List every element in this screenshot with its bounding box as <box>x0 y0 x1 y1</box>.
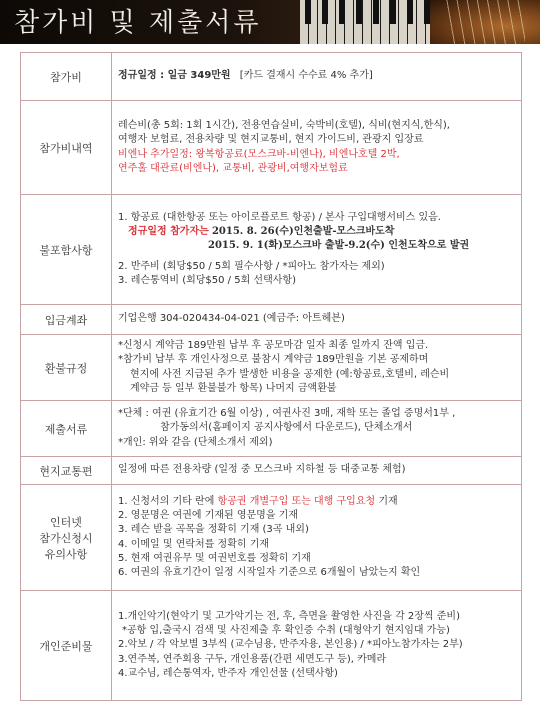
fee-details-line: 여행자 보험료, 전용차량 및 현지교통비, 현지 가이드비, 관광지 입장료 <box>118 134 424 146</box>
piano-black-keys-image <box>300 0 430 24</box>
excluded-departure: 2015. 8. 26(수)인천출발-모스크바도착 <box>211 226 395 238</box>
value-excluded <box>112 195 522 305</box>
personal-item-line: 3.연주복, 연주회용 구두, 개인용품(간편 세면도구 등), 카메라 <box>118 653 387 665</box>
info-table <box>20 52 522 701</box>
label-refund: 환불규정 <box>21 335 112 401</box>
note-suffix: 기재 <box>375 495 398 507</box>
label-line: 유의사항 <box>44 547 88 561</box>
application-note-item: 2. 영문명은 여권에 기재된 영문명을 기재 <box>118 509 298 521</box>
fee-schedule: 정규일정 : 일금 349만원 <box>118 70 231 82</box>
fee-details-line: 레슨비(총 5회: 1회 1시간), 전용연습실비, 숙박비(호텔), 식비(현지식,한식), <box>118 119 450 131</box>
excluded-return: 2015. 9. 1(화)모스크바 출발-9.2(수) 인천도착으로 발권 <box>208 240 470 252</box>
value-local-transport: 일정에 따른 전용차량 (일정 중 모스크바 지하철 등 대중교통 체험) <box>112 457 522 485</box>
value-fee-details <box>112 101 522 195</box>
personal-item-line: 1.개인악기(현악기 및 고가악기는 전, 후, 측면을 촬영한 사진을 각 2장씩 준비) <box>118 610 460 622</box>
row-fee <box>21 53 522 101</box>
value-account: 기업은행 304-020434-04-021 (예금주: 아트헤븐) <box>112 305 522 335</box>
label-account: 입금계좌 <box>21 305 112 335</box>
row-application-notes <box>21 485 522 591</box>
label-fee: 참가비 <box>21 53 112 101</box>
value-fee <box>112 53 522 101</box>
value-documents <box>112 401 522 457</box>
row-local-transport <box>21 457 522 485</box>
label-documents: 제출서류 <box>21 401 112 457</box>
row-documents <box>21 401 522 457</box>
excluded-schedule-label: 정규일정 참가자는 <box>128 226 209 238</box>
documents-line: 참가동의서(홈페이지 공지사항에서 다운로드), 단체소개서 <box>160 422 413 434</box>
documents-line: *단체 : 여권 (유효기간 6월 이상) , 여권사진 3매, 재학 또는 졸업 증명서1부 , <box>118 408 456 420</box>
documents-line: *개인: 위와 같음 (단체소개서 제외) <box>118 436 273 448</box>
refund-line: *신청시 계약금 189만원 납부 후 공모마감 일자 최종 일까지 잔액 입금. <box>118 339 429 351</box>
row-excluded <box>21 195 522 305</box>
label-fee-details: 참가비내역 <box>21 101 112 195</box>
row-account <box>21 305 522 335</box>
label-local-transport: 현지교통편 <box>21 457 112 485</box>
personal-item-line: 4.교수님, 레슨통역자, 반주자 개인선물 (선택사항) <box>118 667 338 679</box>
fee-card-note: [카드 결재시 수수료 4% 추가] <box>239 70 373 82</box>
value-refund <box>112 335 522 401</box>
note-highlight: 항공권 개별구입 또는 대행 구입요청 <box>217 495 376 507</box>
value-application-notes <box>112 485 522 591</box>
row-fee-details <box>21 101 522 195</box>
personal-item-line: *공항 입,출국시 검색 및 사진제출 후 확인증 수취 (대형악기 현지임대 가능) <box>122 625 450 637</box>
label-excluded: 불포함사항 <box>21 195 112 305</box>
fee-details-vienna-line: 연주홀 대관료(비엔나), 교통비, 관광비,여행자보험료 <box>118 162 348 174</box>
excluded-flight-schedule <box>118 225 515 239</box>
application-note-item: 3. 레슨 받을 곡목을 정확히 기재 (3곡 내외) <box>118 524 309 536</box>
row-personal-items <box>21 591 522 701</box>
excluded-item: 2. 반주비 (회당$50 / 5회 필수사항 / *피아노 참가자는 제외) <box>118 260 385 272</box>
title-banner <box>0 0 540 44</box>
value-personal-items <box>112 591 522 701</box>
refund-line: 계약금 등 일부 환불불가 항목) 나머지 금액환불 <box>130 382 337 394</box>
page-title: 참가비 및 제출서류 <box>14 8 262 38</box>
label-personal-items: 개인준비물 <box>21 591 112 701</box>
application-note-item: 4. 이메일 및 연락처를 정확히 기재 <box>118 538 270 550</box>
violin-strings-image <box>445 0 525 44</box>
excluded-item: 1. 항공료 (대한항공 또는 아이로플로트 항공) / 본사 구입대행서비스 있음. <box>118 211 441 223</box>
label-line: 참가신청시 <box>39 531 93 545</box>
excluded-item: 3. 레슨통역비 (회당$50 / 5회 선택사항) <box>118 274 296 286</box>
label-application-notes <box>21 485 112 591</box>
application-note-item: 5. 현재 여권유무 및 여권번호를 정확히 기재 <box>118 552 311 564</box>
refund-line: *참가비 납부 후 개인사정으로 불참시 계약금 189만원을 기본 공제하며 <box>118 354 429 366</box>
application-note-item <box>118 495 515 509</box>
fee-details-vienna-line: 비엔나 추가일정: 왕복항공료(모스크바-비엔나), 비엔나호텔 2박, <box>118 148 400 160</box>
refund-line: 현지에 사전 지급된 추가 발생한 비용을 공제한 (예:항공료,호텔비, 레슨비 <box>130 368 450 380</box>
personal-item-line: 2.악보 / 각 악보별 3부씩 (교수님용, 반주자용, 본인용) / *피아노참가자는 2부) <box>118 639 463 651</box>
application-note-item: 6. 여권의 유효기간이 일정 시작일자 기준으로 6개월이 남았는지 확인 <box>118 567 421 579</box>
label-line: 인터넷 <box>50 515 82 529</box>
note-prefix: 1. 신청서의 기타 란에 <box>118 495 218 507</box>
row-refund <box>21 335 522 401</box>
